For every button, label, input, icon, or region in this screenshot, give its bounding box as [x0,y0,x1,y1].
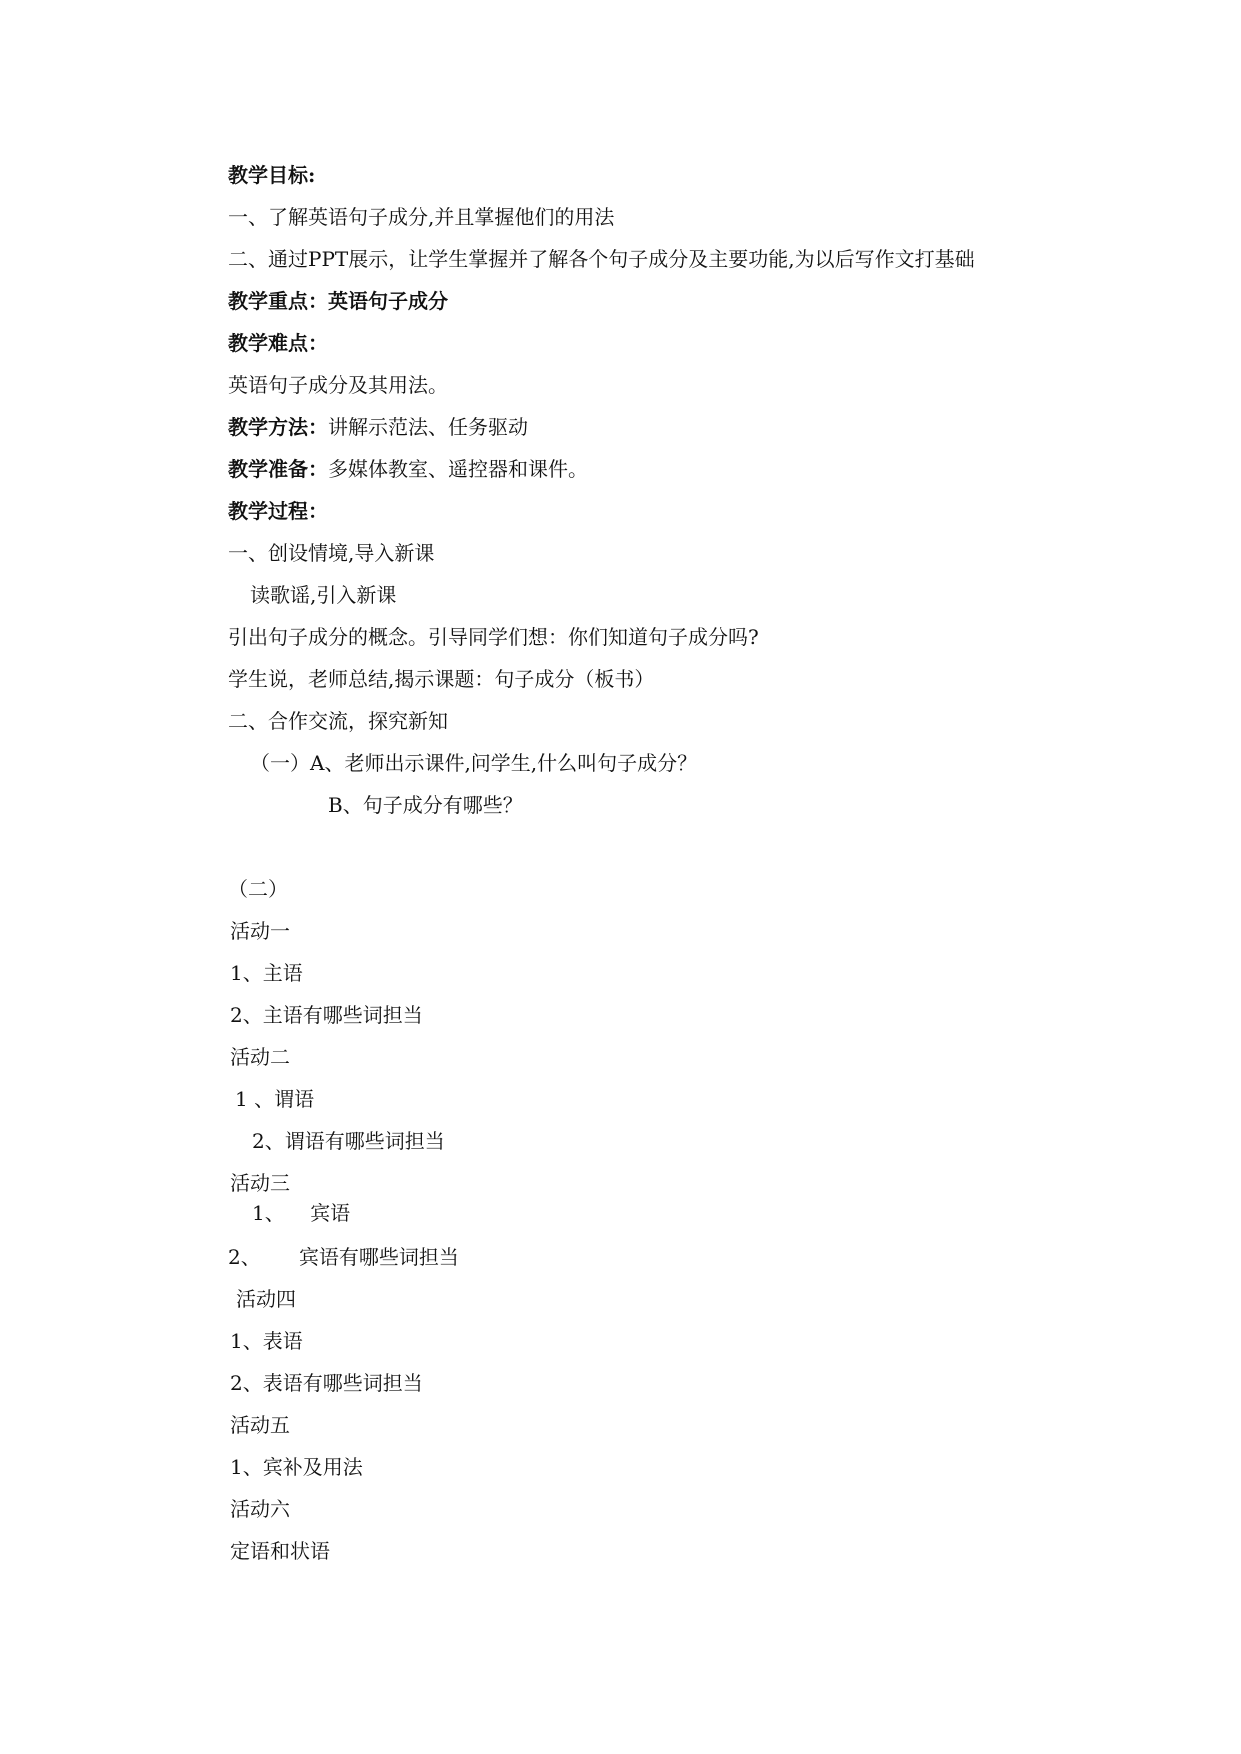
activity-4-item-1: 1、表语 [230,1329,303,1353]
activity-3-item-1: 1、 宾语 [252,1201,351,1225]
prep-value: 多媒体教室、遥控器和课件。 [328,457,588,481]
activity-1-heading: 活动一 [230,919,290,943]
activity-1-item-2: 2、主语有哪些词担当 [230,1003,423,1027]
step-1-c: 学生说，老师总结,揭示课题：句子成分（板书） [228,667,655,691]
activity-6-item-1: 定语和状语 [230,1539,330,1563]
objectives-heading: 教学目标: [228,163,316,187]
method-value: 讲解示范法、任务驱动 [328,415,528,439]
method-label: 教学方法： [228,415,328,439]
activity-2-item-1: 1 、谓语 [235,1087,315,1111]
step-1-title: 一、创设情境,导入新课 [228,541,435,565]
method-line [228,414,528,440]
difficulty-heading: 教学难点： [228,331,328,355]
objective-2: 二、通过PPT展示，让学生掌握并了解各个句子成分及主要功能,为以后写作文打基础 [228,247,975,271]
difficulty-value: 英语句子成分及其用法。 [228,373,448,397]
key-point-value: 英语句子成分 [328,289,448,313]
prep-label: 教学准备： [228,457,328,481]
activity-2-item-2: 2、谓语有哪些词担当 [252,1129,445,1153]
activity-1-item-1: 1、主语 [230,961,303,985]
key-point-label: 教学重点： [228,289,328,313]
step-1-b: 引出句子成分的概念。引导同学们想：你们知道句子成分吗? [228,625,759,649]
objective-1: 一、了解英语句子成分,并且掌握他们的用法 [228,205,615,229]
step-2-part1-a: （一）A、老师出示课件,问学生,什么叫句子成分？ [250,751,698,775]
activity-4-heading: 活动四 [236,1287,296,1311]
step-2-part2: （二） [228,877,288,901]
activity-2-heading: 活动二 [230,1045,290,1069]
activity-3-heading: 活动三 [230,1171,290,1195]
activity-5-item-1: 1、宾补及用法 [230,1455,363,1479]
step-2-part1-b: B、句子成分有哪些？ [328,793,523,817]
step-2-title: 二、合作交流，探究新知 [228,709,448,733]
key-point-line [228,288,448,314]
activity-4-item-2: 2、表语有哪些词担当 [230,1371,423,1395]
activity-3-item-2: 2、 宾语有哪些词担当 [228,1245,459,1269]
step-1-a: 读歌谣,引入新课 [250,583,397,607]
process-heading: 教学过程： [228,499,328,523]
prep-line [228,456,588,482]
activity-6-heading: 活动六 [230,1497,290,1521]
activity-5-heading: 活动五 [230,1413,290,1437]
